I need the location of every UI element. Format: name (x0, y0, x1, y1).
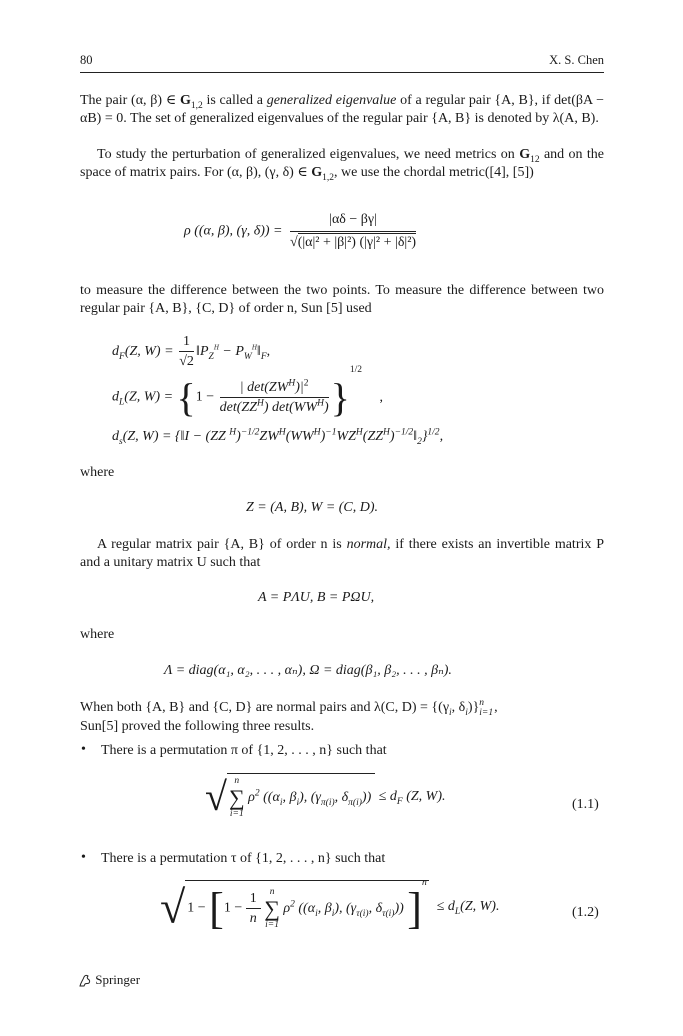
equation-dF: $d_F(Z$, W) = $\frac{1}{√2}$ $‖P_Z^H$ − $P_W^H‖_F$, (112, 334, 271, 369)
equation-chordal-metric: ρ ((α, β), (γ, δ)) = $\frac{|\alpha\delta - \beta\gamma|}{\text{√(|α|² + |β|²) (|γ|² + |δ|²)}}$ (184, 212, 417, 250)
bullet-1-text: There is a permutation π of {1, 2, . . . , n} such that (101, 743, 387, 758)
equation-number-1-1: (1.1) (572, 797, 599, 812)
where-label-2: where (80, 627, 115, 642)
bullet-1: • (81, 742, 86, 757)
equation-number-1-2: (1.2) (572, 905, 599, 920)
where-label-1: where (80, 465, 115, 480)
equation-ds: $d_s(Z$, W) = {‖I − (ZZ $^H)^{-1/2}ZW^H(WW^H)^{-1}WZ^H(ZZ^H)^{-1/2}‖_2\}^{1/2}$, (112, 427, 444, 447)
paragraph-measure: to measure the difference between the two points. To measure the difference between two regular pair {A, B}, {C, D} of order n, Sun [5] used (80, 283, 604, 316)
equation-1-2: √ 1 − [1 − $\frac{1}{n}$ n ∑ i=1 $\rho^2$ (($\alpha_i$, $\beta_i$), ($\gamma_{\tau(i)}$, $\delta_{\tau(i)}$)) ]$^n\le d_L(Z$, W). (160, 878, 500, 933)
equation-Z-W: Z = (A, B), W = (C, D). (246, 500, 379, 515)
bullet-2-text: There is a permutation τ of {1, 2, . . . , n} such that (101, 851, 386, 866)
springer-horse-icon (78, 974, 92, 988)
page-number: 80 (80, 53, 93, 67)
paragraph-generalized-eigenvalue: The pair (α, β) ∈ $G_{1,2}$ is called a generalized eigenvalue of a regular pair {A, B}, if det(βA − αB) = 0. The set of generalized eigenvalues of the regular pair {A, B} is denoted by λ(A, B). (80, 93, 604, 126)
publisher-logo (78, 972, 140, 988)
equation-1-1: √ n ∑ i=1 $\rho^2$ (($\alpha_i$, $\beta_i$), ($\gamma_{\pi(i)}$, $\delta_{\pi(i)})) \le d_F$ (Z, W). (205, 774, 446, 819)
bullet-2: • (81, 850, 86, 865)
publisher-name: Springer (95, 972, 141, 987)
equation-A-B: A = PΛU, B = PΩU, (258, 590, 375, 605)
paragraph-normal-pair: A regular matrix pair {A, B} of order n is normal, if there exists an invertible matrix P and a unitary matrix U such that (80, 537, 604, 570)
paragraph-sun-results: When both {A, B} and {C, D} are normal pairs and λ(C, $D) = \{(\gamma_i$, $\delta_i$)} n i=1 , Sun[5] proved the following three results. (80, 698, 498, 734)
equation-diag: Λ = diag(α₁, α₂, . . . , αₙ), Ω = diag(β₁, β₂, . . . , βₙ). (164, 663, 452, 678)
running-header (80, 50, 604, 73)
equation-dL: $d_L(Z$, W) = {1 − $\frac{| \det(ZW^H)|^2}{\det(ZZ^H) \det(WW^H)}$ }$^{1/2}$ , (112, 365, 384, 420)
running-author: X. S. Chen (549, 53, 604, 67)
paragraph-metrics: To study the perturbation of generalized eigenvalues, we need metrics on $G_{12}$ and on the space of matrix pairs. For (α, β), (γ, δ) ∈ $G_{1,2}$, we use the chordal metric([4], [5]) (80, 147, 604, 183)
